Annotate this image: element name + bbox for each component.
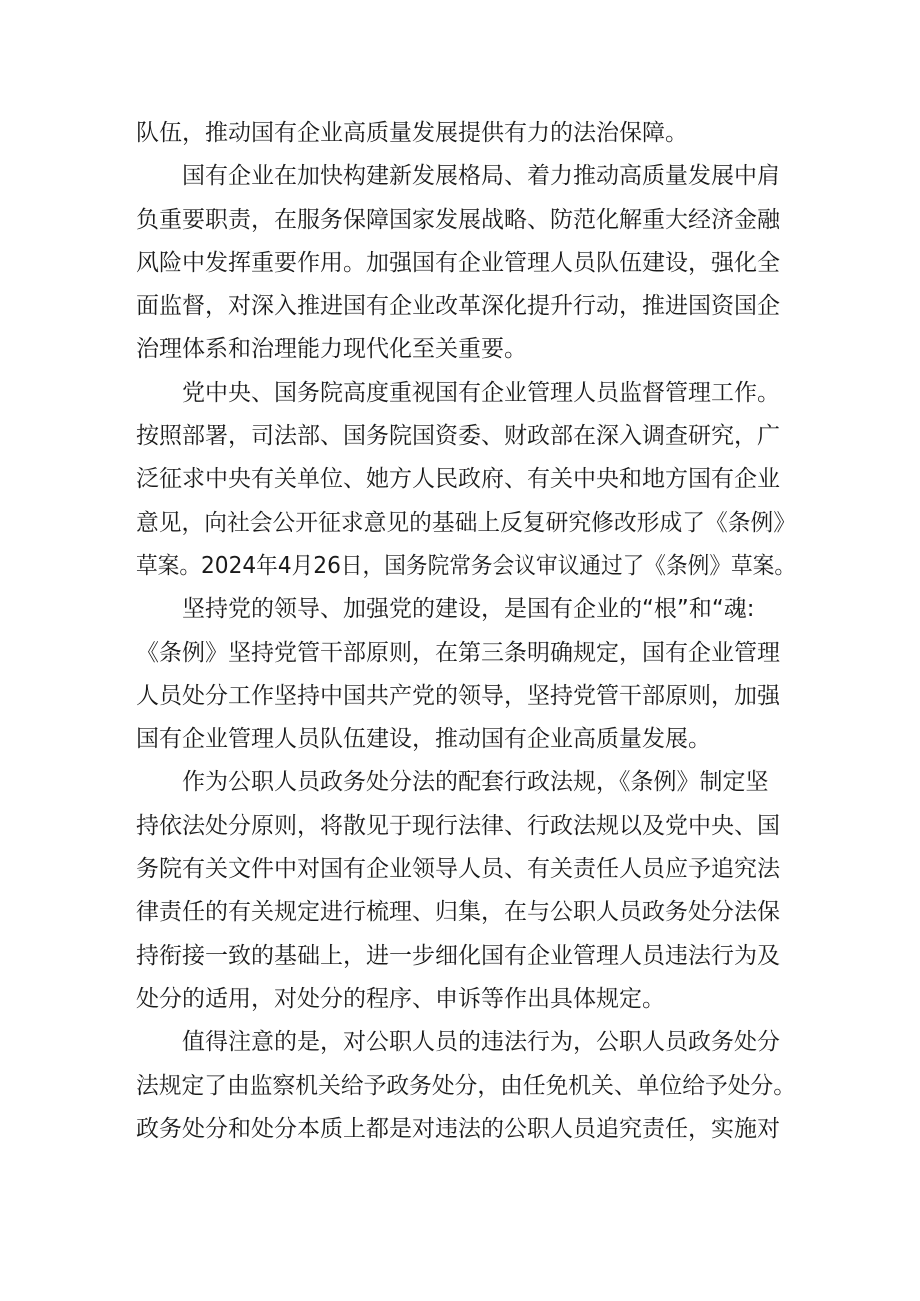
text-line: 国有企业管理人员队伍建设，推动国有企业高质量发展。 bbox=[136, 726, 711, 753]
text-line: 面监督，对深入推进国有企业改革深化提升行动，推进国资国企 bbox=[136, 293, 780, 320]
text-line: 意见，向社会公开征求意见的基础上反复研究修改形成了《条例》 bbox=[136, 509, 796, 536]
text-line: 队伍，推动国有企业高质量发展提供有力的法治保障。 bbox=[136, 120, 688, 146]
text-line: 风险中发挥重要作用。加强国有企业管理人员队伍建设，强化全 bbox=[136, 249, 780, 276]
text-line: 持衔接一致的基础上，进一步细化国有企业管理人员违法行为及 bbox=[136, 942, 780, 969]
text-line: 值得注意的是，对公职人员的违法行为，公职人员政务处分 bbox=[182, 1029, 780, 1056]
text-line: 律责任的有关规定进行梳理、归集，在与公职人员政务处分法保 bbox=[136, 899, 780, 926]
text-line: 政务处分和处分本质上都是对违法的公职人员追究责任，实施对 bbox=[136, 1115, 780, 1142]
text-line: 国有企业在加快构建新发展格局、着力推动高质量发展中肩 bbox=[182, 163, 780, 190]
text-line: 作为公职人员政务处分法的配套行政法规，《条例》制定坚 bbox=[182, 769, 769, 796]
text-line: 处分的适用，对处分的程序、申诉等作出具体规定。 bbox=[136, 985, 665, 1012]
text-line: 坚持党的领导、加强党的建设，是国有企业的“根”和“魂: bbox=[182, 596, 755, 623]
paragraph bbox=[136, 372, 796, 588]
text-line: 法规定了由监察机关给予政务处分，由任免机关、单位给予处分。 bbox=[136, 1072, 796, 1099]
paragraph bbox=[136, 155, 796, 371]
text-line: 负重要职责，在服务保障国家发展战略、防范化解重大经济金融 bbox=[136, 206, 780, 233]
text-line: 治理体系和治理能力现代化至关重要。 bbox=[136, 336, 527, 363]
text-line: 泛征求中央有关单位、她方人民政府、有关中央和地方国有企业 bbox=[136, 466, 780, 493]
paragraph bbox=[136, 588, 796, 761]
text-line: 《条例》坚持党管干部原则，在第三条明确规定，国有企业管理 bbox=[136, 639, 780, 666]
text-line: 务院有关文件中对国有企业领导人员、有关责任人员应予追究法 bbox=[136, 856, 780, 883]
paragraph bbox=[136, 761, 796, 1021]
paragraph bbox=[136, 112, 796, 155]
text-line: 人员处分工作坚持中国共产党的领导，坚持党管干部原则，加强 bbox=[136, 682, 780, 709]
text-line: 党中央、国务院高度重视国有企业管理人员监督管理工作。 bbox=[182, 379, 780, 406]
text-line: 按照部署，司法部、国务院国资委、财政部在深入调查研究，广 bbox=[136, 423, 780, 450]
paragraph bbox=[136, 1021, 796, 1151]
document-body bbox=[136, 112, 796, 1151]
text-line: 持依法处分原则，将散见于现行法律、行政法规以及党中央、国 bbox=[136, 812, 780, 839]
text-line: 草案。2024年4月26日，国务院常务会议审议通过了《条例》草案。 bbox=[136, 552, 797, 579]
